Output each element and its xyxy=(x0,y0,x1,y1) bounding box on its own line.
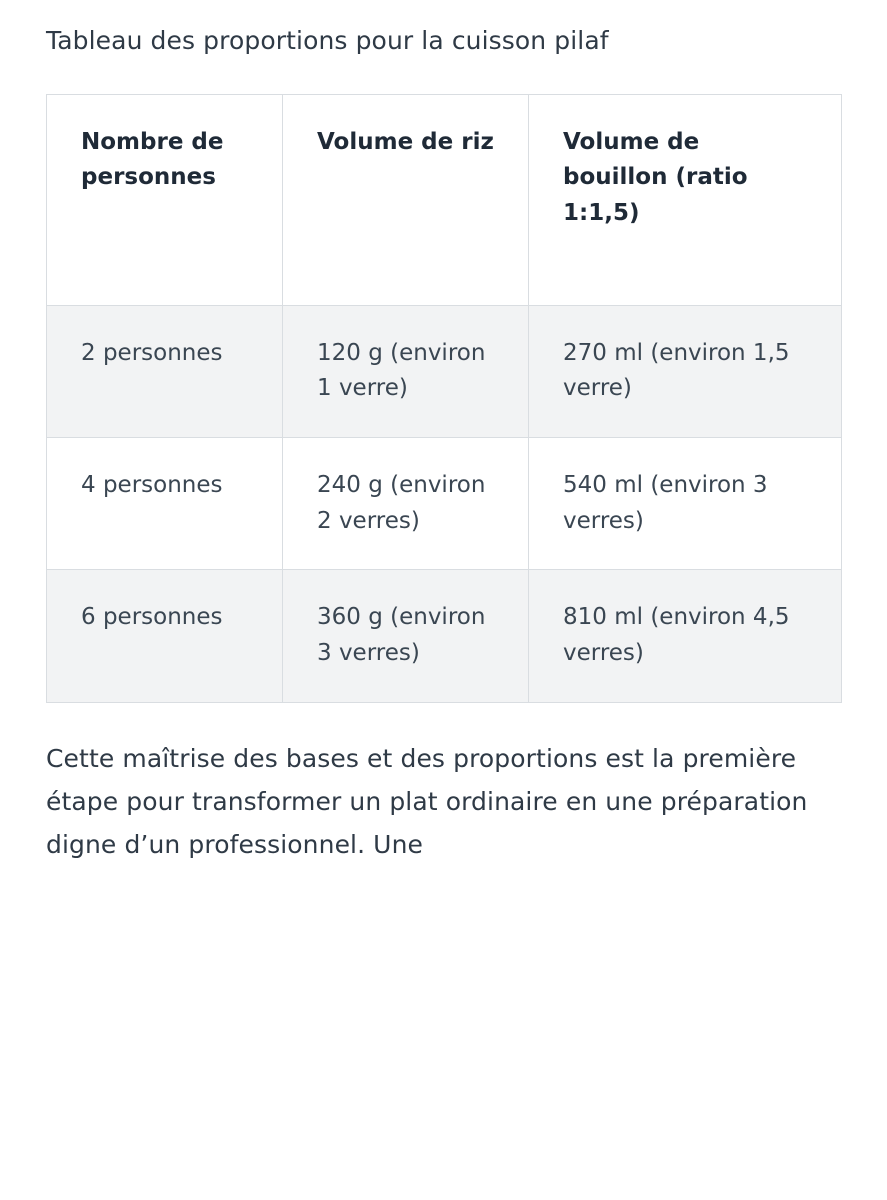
cell-persons: 2 personnes xyxy=(47,305,283,437)
cell-rice: 360 g (environ 3 verres) xyxy=(283,570,529,702)
table-body xyxy=(47,305,842,702)
cell-broth: 810 ml (environ 4,5 verres) xyxy=(529,570,842,702)
cell-persons: 4 personnes xyxy=(47,438,283,570)
column-header-persons: Nombre de personnes xyxy=(47,94,283,305)
cell-rice: 240 g (environ 2 verres) xyxy=(283,438,529,570)
table-header-row xyxy=(47,94,842,305)
table-row xyxy=(47,438,842,570)
table-header xyxy=(47,94,842,305)
column-header-broth: Volume de bouillon (ratio 1:1,5) xyxy=(529,94,842,305)
cell-rice: 120 g (environ 1 verre) xyxy=(283,305,529,437)
outro-paragraph: Cette maîtrise des bases et des proportions est la première étape pour transformer un plat ordinaire en une préparation digne d’un professionnel. Une xyxy=(46,743,808,859)
column-header-rice: Volume de riz xyxy=(283,94,529,305)
proportions-table xyxy=(46,94,842,703)
intro-paragraph: Tableau des proportions pour la cuisson pilaf xyxy=(46,26,609,55)
cell-persons: 6 personnes xyxy=(47,570,283,702)
cell-broth: 270 ml (environ 1,5 verre) xyxy=(529,305,842,437)
table-row xyxy=(47,305,842,437)
table-row xyxy=(47,570,842,702)
cell-broth: 540 ml (environ 3 verres) xyxy=(529,438,842,570)
